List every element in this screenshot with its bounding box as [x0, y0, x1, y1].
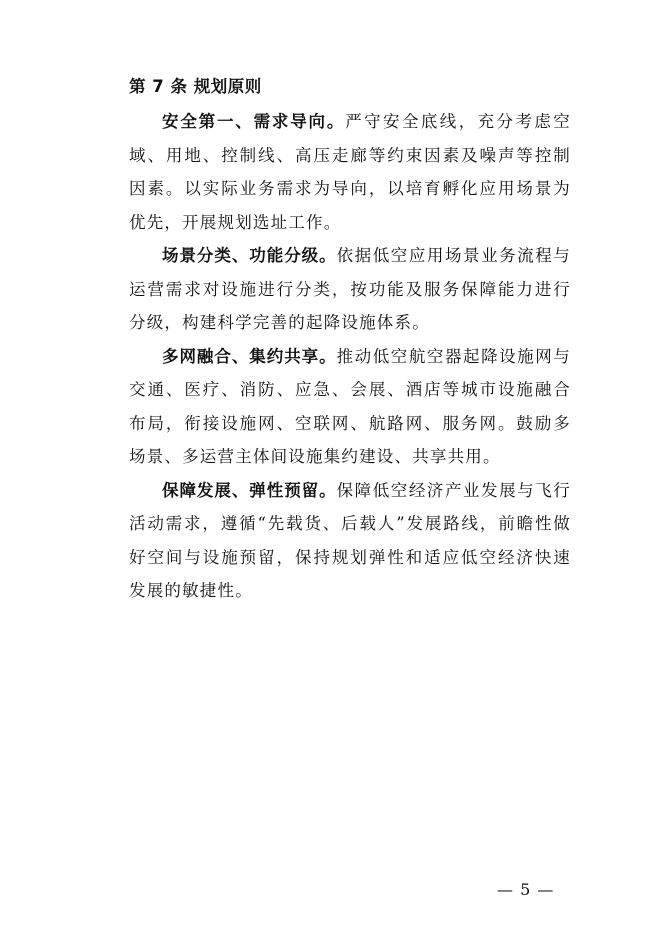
paragraph-body: 严守安全底线，充分考虑空域、用地、控制线、高压走廊等约束因素及噪声等控制因素。以实际业务需求为导向，以培育孵化应用场景为优先，开展规划选址工作。 [129, 112, 571, 232]
paragraph-scenario-classification [129, 239, 571, 340]
article-heading: 第 7 条 规划原则 [129, 77, 262, 96]
article-body [129, 70, 571, 608]
paragraph-body: 依据低空应用场景业务流程与运营需求对设施进行分类，按功能及服务保障能力进行分级，构建科学完善的起降设施体系。 [129, 246, 571, 332]
paragraph-development-reservation [129, 474, 571, 608]
paragraph-network-integration [129, 340, 571, 474]
paragraph-body: 保障低空经济产业发展与飞行活动需求，遵循“先载货、后载人”发展路线，前瞻性做好空间与设施预留，保持规划弹性和适应低空经济快速发展的敏捷性。 [129, 480, 571, 600]
page-number: — 5 — [497, 880, 555, 899]
paragraph-lead: 安全第一、需求导向。 [162, 112, 346, 131]
paragraph-body: 推动低空航空器起降设施网与交通、医疗、消防、应急、会展、酒店等城市设施融合布局，衔接设施网、空联网、航路网、服务网。鼓励多场景、多运营主体间设施集约建设、共享共用。 [129, 346, 571, 466]
paragraph-lead: 多网融合、集约共享。 [162, 346, 337, 366]
paragraph-safety-first [129, 105, 571, 239]
paragraph-lead: 保障发展、弹性预留。 [162, 480, 337, 500]
paragraph-lead: 场景分类、功能分级。 [162, 246, 337, 265]
